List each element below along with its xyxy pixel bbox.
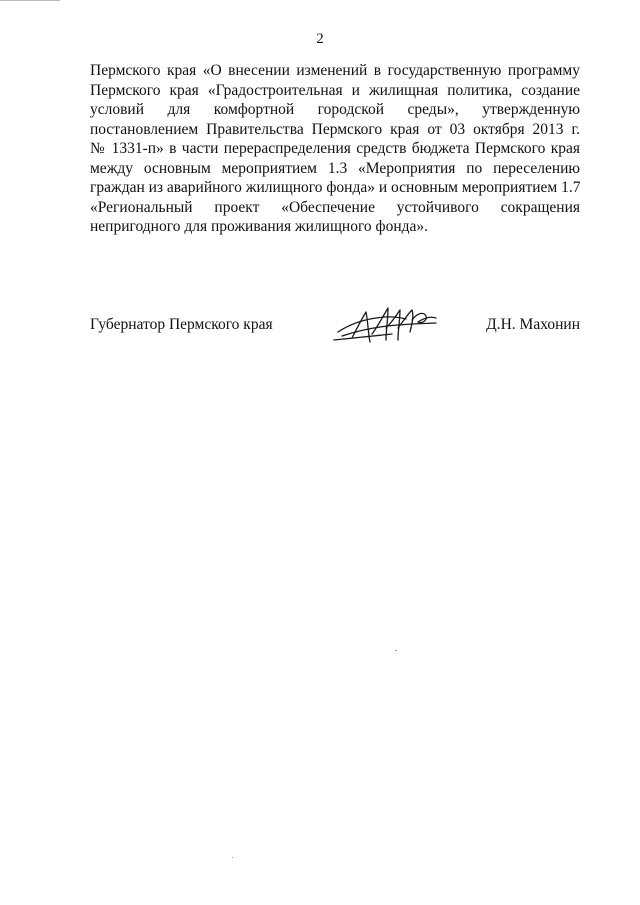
paragraph-line: между основным мероприятием 1.3 «Мероприятия по переселению: [90, 159, 580, 177]
body-paragraph: [90, 61, 580, 237]
scan-speck: [395, 650, 397, 651]
paragraph-line: условий для комфортной городской среды», утвержденную: [90, 101, 580, 118]
paragraph-line: непригодного для проживания жилищного фонда».: [90, 218, 429, 235]
signature-block: [90, 302, 580, 352]
paragraph-line: граждан из аварийного жилищного фонда» и основным мероприятием 1.7: [90, 179, 580, 196]
paragraph-line: постановлением Правительства Пермского края от 03 октября 2013 г.: [90, 120, 580, 138]
paragraph-line: Пермского края «О внесении изменений в государственную программу: [90, 62, 580, 79]
paragraph-line: № 1331-п» в части перераспределения средств бюджета Пермского края: [90, 140, 580, 157]
paragraph-line: Пермского края «Градостроительная и жилищная политика, создание: [90, 81, 580, 99]
paragraph-line: «Региональный проект «Обеспечение устойчивого сокращения: [90, 198, 580, 216]
signer-name: Д.Н. Махонин: [486, 316, 580, 333]
scan-speck: [232, 857, 233, 858]
handwritten-signature: [332, 302, 444, 346]
signer-title: Губернатор Пермского края: [90, 316, 273, 333]
scan-edge-mark: [0, 0, 60, 1]
page-number: 2: [316, 31, 324, 47]
